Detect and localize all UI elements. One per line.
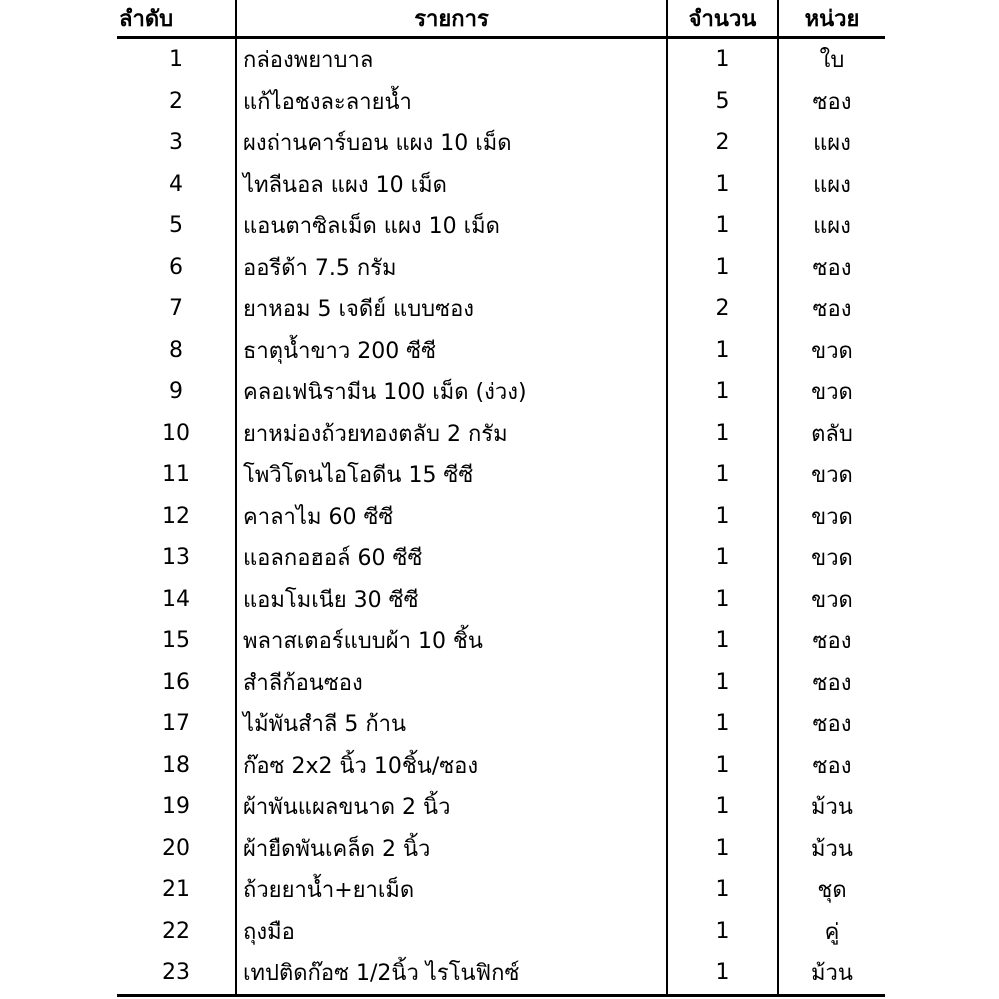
row-item: กล่องพยาบาล: [236, 38, 667, 81]
row-item: โพวิโดนไอโอดีน 15 ซีซี: [236, 454, 667, 496]
header-unit: หน่วย: [778, 0, 885, 38]
row-unit: ใบ: [778, 38, 885, 81]
supply-table: [117, 0, 885, 994]
row-qty: 1: [715, 213, 730, 239]
row-qty: 1: [715, 420, 730, 446]
bottom-rule: [117, 994, 885, 997]
row-unit: แผง: [778, 205, 885, 247]
row-qty: 1: [715, 960, 730, 986]
row-unit: ม้วน: [778, 828, 885, 870]
table-row: [117, 247, 885, 289]
row-qty: 1: [715, 586, 730, 612]
row-qty: 1: [715, 669, 730, 695]
row-item: ยาหอม 5 เจดีย์ แบบซอง: [236, 288, 667, 330]
header-no: ลำดับ: [117, 0, 236, 38]
table-row: [117, 869, 885, 911]
table-row: [117, 330, 885, 372]
row-no: 15: [162, 628, 190, 654]
row-qty: 1: [715, 711, 730, 737]
row-unit: ซอง: [778, 247, 885, 289]
table-row: [117, 828, 885, 870]
table-row: [117, 81, 885, 123]
row-item: ผ้ายืดพันเคล็ด 2 นิ้ว: [236, 828, 667, 870]
row-qty: 1: [715, 835, 730, 861]
row-unit: ซอง: [778, 662, 885, 704]
row-item: แอลกอฮอล์ 60 ซีซี: [236, 537, 667, 579]
table-body: [117, 38, 885, 994]
row-no: 1: [169, 47, 183, 73]
row-no: 20: [162, 835, 190, 861]
row-no: 3: [169, 130, 183, 156]
row-qty: 1: [715, 337, 730, 363]
row-unit: ขวด: [778, 454, 885, 496]
row-item: ยาหม่องถ้วยทองตลับ 2 กรัม: [236, 413, 667, 455]
row-item: เทปติดก๊อซ 1/2นิ้ว ไรโนฟิกซ์: [236, 952, 667, 994]
header-qty: จำนวน: [667, 0, 778, 38]
table-row: [117, 413, 885, 455]
row-item: ผ้าพันแผลขนาด 2 นิ้ว: [236, 786, 667, 828]
row-no: 18: [162, 752, 190, 778]
row-no: 8: [169, 337, 183, 363]
row-unit: ขวด: [778, 579, 885, 621]
table-row: [117, 164, 885, 206]
table-row: [117, 952, 885, 994]
row-item: ออรีด้า 7.5 กรัม: [236, 247, 667, 289]
row-item: คลอเฟนิรามีน 100 เม็ด (ง่วง): [236, 371, 667, 413]
row-unit: ม้วน: [778, 952, 885, 994]
header-row: [117, 0, 885, 38]
row-item: คาลาไม 60 ซีซี: [236, 496, 667, 538]
row-no: 2: [169, 88, 183, 114]
row-qty: 1: [715, 918, 730, 944]
row-no: 21: [162, 877, 190, 903]
row-no: 13: [162, 545, 190, 571]
row-item: แก้ไอชงละลายน้ำ: [236, 81, 667, 123]
table-row: [117, 454, 885, 496]
row-no: 22: [162, 918, 190, 944]
row-no: 10: [162, 420, 190, 446]
row-item: แอนตาซิลเม็ด แผง 10 เม็ด: [236, 205, 667, 247]
row-unit: ขวด: [778, 496, 885, 538]
row-qty: 2: [715, 130, 730, 156]
row-unit: แผง: [778, 122, 885, 164]
table-row: [117, 371, 885, 413]
row-unit: คู่: [778, 911, 885, 953]
table-row: [117, 496, 885, 538]
row-unit: ขวด: [778, 371, 885, 413]
table-row: [117, 786, 885, 828]
row-qty: 2: [715, 296, 730, 322]
row-qty: 1: [715, 877, 730, 903]
table-row: [117, 579, 885, 621]
row-qty: 1: [715, 254, 730, 280]
row-qty: 1: [715, 794, 730, 820]
row-no: 5: [169, 213, 183, 239]
row-unit: ขวด: [778, 330, 885, 372]
row-no: 12: [162, 503, 190, 529]
row-item: ก๊อซ 2x2 นิ้ว 10ชิ้น/ซอง: [236, 745, 667, 787]
row-item: ธาตุน้ำขาว 200 ซีซี: [236, 330, 667, 372]
row-item: ถุงมือ: [236, 911, 667, 953]
row-item: พลาสเตอร์แบบผ้า 10 ชิ้น: [236, 620, 667, 662]
row-unit: แผง: [778, 164, 885, 206]
row-item: สำลีก้อนซอง: [236, 662, 667, 704]
table-row: [117, 122, 885, 164]
row-item: ถ้วยยาน้ำ+ยาเม็ด: [236, 869, 667, 911]
row-no: 16: [162, 669, 190, 695]
table-row: [117, 288, 885, 330]
row-no: 17: [162, 711, 190, 737]
row-qty: 1: [715, 47, 730, 73]
row-unit: ชุด: [778, 869, 885, 911]
row-qty: 1: [715, 379, 730, 405]
row-item: แอมโมเนีย 30 ซีซี: [236, 579, 667, 621]
row-no: 11: [162, 462, 190, 488]
table-row: [117, 703, 885, 745]
table-row: [117, 537, 885, 579]
row-no: 9: [169, 379, 183, 405]
row-unit: ขวด: [778, 537, 885, 579]
table-row: [117, 911, 885, 953]
table-row: [117, 205, 885, 247]
row-unit: ตลับ: [778, 413, 885, 455]
row-unit: ซอง: [778, 703, 885, 745]
table-row: [117, 620, 885, 662]
row-no: 4: [169, 171, 183, 197]
row-unit: ม้วน: [778, 786, 885, 828]
row-qty: 1: [715, 545, 730, 571]
row-unit: ซอง: [778, 288, 885, 330]
row-qty: 1: [715, 503, 730, 529]
row-unit: ซอง: [778, 620, 885, 662]
row-item: ผงถ่านคาร์บอน แผง 10 เม็ด: [236, 122, 667, 164]
table-row: [117, 38, 885, 81]
row-item: ไทลีนอล แผง 10 เม็ด: [236, 164, 667, 206]
table-header: [117, 0, 885, 38]
row-no: 6: [169, 254, 183, 280]
row-unit: ซอง: [778, 81, 885, 123]
table-row: [117, 662, 885, 704]
row-item: ไม้พันสำลี 5 ก้าน: [236, 703, 667, 745]
row-qty: 1: [715, 171, 730, 197]
row-no: 7: [169, 296, 183, 322]
row-no: 23: [162, 960, 190, 986]
row-no: 19: [162, 794, 190, 820]
header-item: รายการ: [236, 0, 667, 38]
row-qty: 1: [715, 628, 730, 654]
row-qty: 5: [715, 88, 730, 114]
row-qty: 1: [715, 752, 730, 778]
table-row: [117, 745, 885, 787]
row-no: 14: [162, 586, 190, 612]
row-qty: 1: [715, 462, 730, 488]
row-unit: ซอง: [778, 745, 885, 787]
